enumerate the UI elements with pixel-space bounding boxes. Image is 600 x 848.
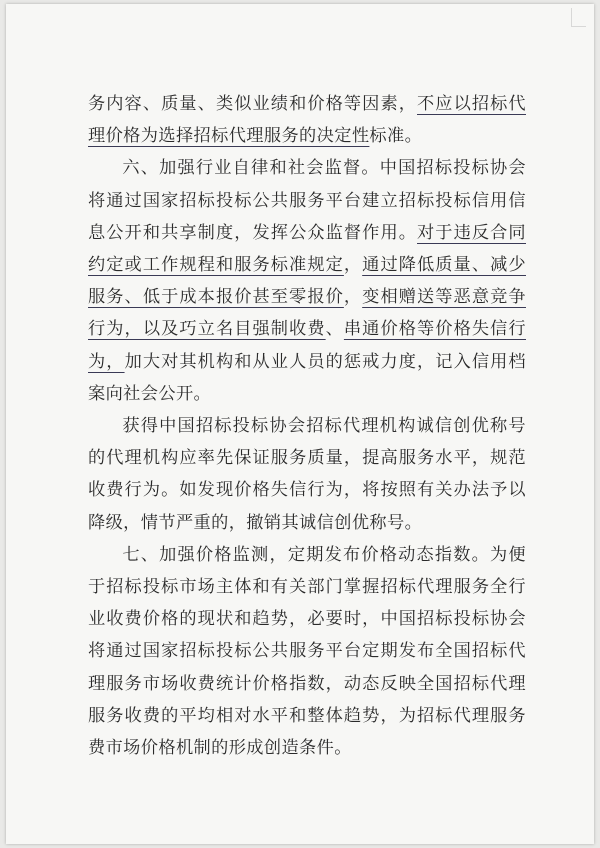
body-text: 加大对其机构和从业人员的惩戒力度，记入信用档案向社会公开。 [88,351,526,404]
document-page [6,4,594,844]
body-text: 七、加强价格监测，定期发布价格动态指数。为便于招标投标市场主体和有关部门掌握招标代理服务全行业收费价格的现状和趋势，必要时，中国招标投标协会将通过国家招标投标公共服务平台定期发布全国招标代理服务市场收费统计价格指数，动态反映全国招标代理服务收费的平均相对水平和整体趋势，为招标代理服务费市场价格机制的形成创造条件。 [88,544,526,759]
underlined-text: 对于违反合同约定或工作规程和服务标准规定 [88,222,526,276]
paragraph-p1 [88,88,526,152]
paragraph-p2 [88,152,526,410]
body-text: ， [343,287,363,308]
body-text: 获得中国招标投标协会招标代理机构诚信创优称号的代理机构应率先保证服务质量，提高服务水平，规范收费行为。如发现价格失信行为，将按照有关办法予以降级，情节严重的，撤销其诚信创优称号。 [88,416,526,533]
underlined-text: 不应以招标代理价格为选择招标代理服务的决定性 [88,94,526,147]
paragraph-p4 [88,539,526,764]
document-body [88,88,526,764]
underlined-text: 变相赠送等恶意竞争行为，以及巧立名目强制收费 [88,287,526,340]
body-text: 标准。 [369,126,423,147]
body-text: 、 [325,319,344,340]
scan-corner-mark [571,8,586,27]
body-text: 六、加强行业自律和社会监督。中国招标投标协会将通过国家招标投标公共服务平台建立招标投标信用信息公开和共享制度，发挥公众监督作用。 [88,158,526,243]
body-text: ， [343,255,363,276]
underlined-text: 通过降低质量、减少服务、低于成本报价甚至零报价 [88,255,526,308]
paragraph-p3 [88,410,526,539]
underlined-text: 串通价格等价格失信行为， [88,319,526,372]
body-text: 务内容、质量、类似业绩和价格等因素， [88,94,418,114]
